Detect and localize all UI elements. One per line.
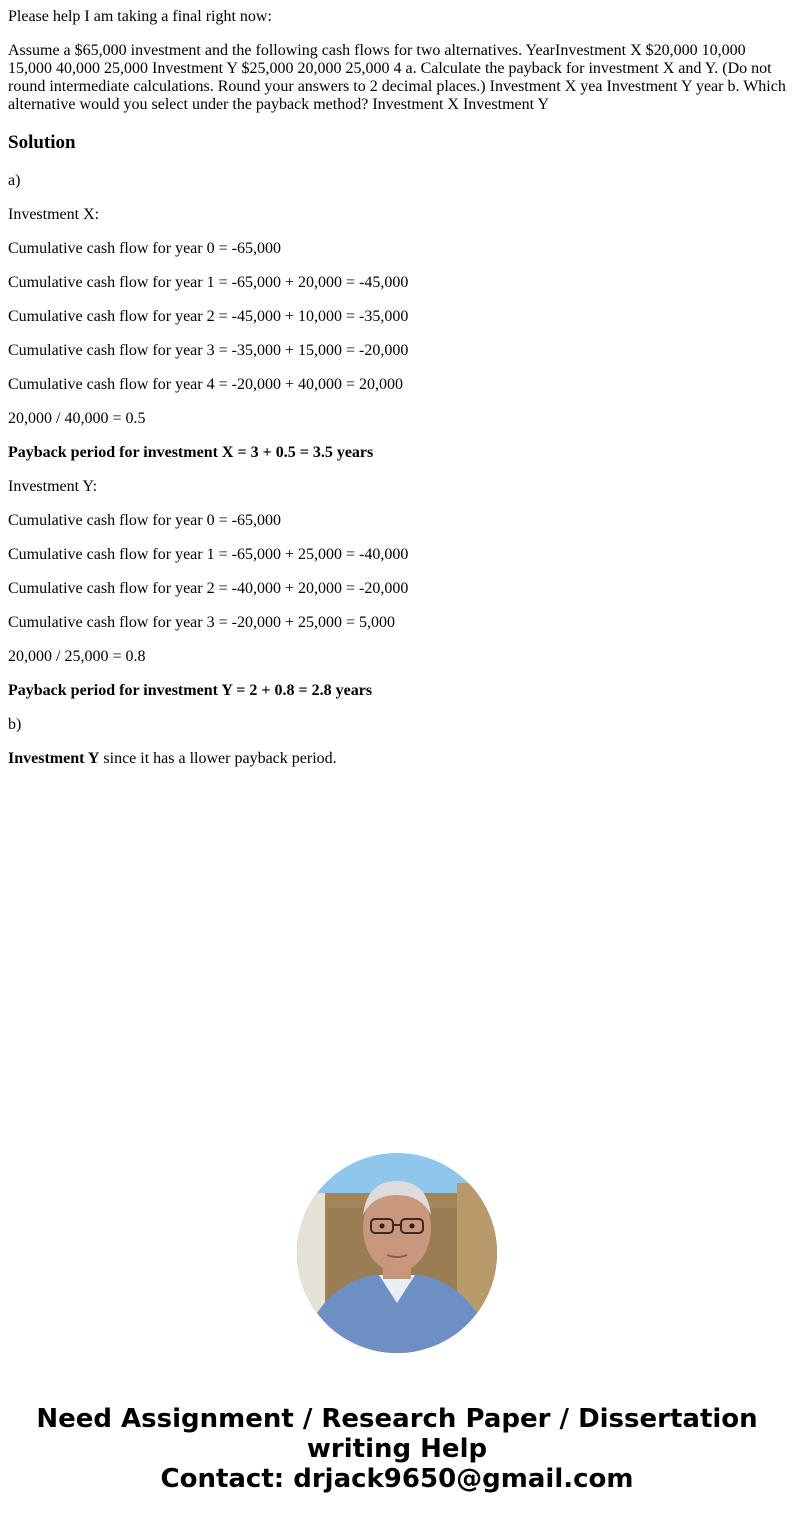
investment-x-line: Cumulative cash flow for year 3 = -35,000 + 15,000 = -20,000	[8, 342, 409, 359]
investment-x-line: Cumulative cash flow for year 1 = -65,000 + 20,000 = -45,000	[8, 274, 409, 291]
document-content	[8, 0, 788, 784]
final-answer-choice: Investment Y	[8, 750, 100, 767]
part-a-label: a)	[8, 172, 21, 189]
investment-y-line: Cumulative cash flow for year 0 = -65,000	[8, 512, 281, 529]
promo-contact: Contact: drjack9650@gmail.com	[160, 1464, 634, 1494]
investment-x-result	[8, 444, 788, 462]
investment-y-line: Cumulative cash flow for year 2 = -40,000 + 20,000 = -20,000	[8, 580, 409, 597]
investment-x-result-text: Payback period for investment X = 3 + 0.5 = 3.5 years	[8, 444, 374, 461]
promo-line-2: writing Help	[306, 1434, 488, 1464]
investment-y-fraction: 20,000 / 25,000 = 0.8	[8, 648, 146, 665]
promo-banner	[0, 1404, 794, 1494]
solution-heading: Solution	[8, 132, 76, 153]
question-intro: Please help I am taking a final right now:	[8, 8, 272, 25]
author-avatar	[297, 1153, 497, 1353]
author-portrait-image	[297, 1153, 497, 1353]
investment-y-result-text: Payback period for investment Y = 2 + 0.8 = 2.8 years	[8, 682, 373, 699]
final-answer	[8, 750, 788, 768]
question-body: Assume a $65,000 investment and the following cash flows for two alternatives. YearInvestment X $20,000 10,000 15,000 40,000 25,000 Investment Y $25,000 20,000 25,000 4 a. Calculate the payback for investment X and Y. (Do not round intermediate calculations. Round your answers to 2 decimal places.) Investment X yea Investment Y year b. Which alternative would you select under the payback method? Investment X Investment Y	[8, 42, 786, 113]
investment-x-line: Cumulative cash flow for year 4 = -20,000 + 40,000 = 20,000	[8, 376, 403, 393]
investment-y-title: Investment Y:	[8, 478, 98, 495]
investment-y-line: Cumulative cash flow for year 1 = -65,000 + 25,000 = -40,000	[8, 546, 409, 563]
investment-x-line: Cumulative cash flow for year 0 = -65,000	[8, 240, 281, 257]
final-answer-reason: since it has a llower payback period.	[99, 750, 337, 767]
part-b-label: b)	[8, 716, 22, 733]
investment-x-fraction: 20,000 / 40,000 = 0.5	[8, 410, 146, 427]
investment-x-title: Investment X:	[8, 206, 100, 223]
investment-y-line: Cumulative cash flow for year 3 = -20,000 + 25,000 = 5,000	[8, 614, 395, 631]
investment-x-line: Cumulative cash flow for year 2 = -45,000 + 10,000 = -35,000	[8, 308, 409, 325]
investment-y-result	[8, 682, 788, 700]
promo-line-1: Need Assignment / Research Paper / Dissertation	[36, 1404, 758, 1434]
